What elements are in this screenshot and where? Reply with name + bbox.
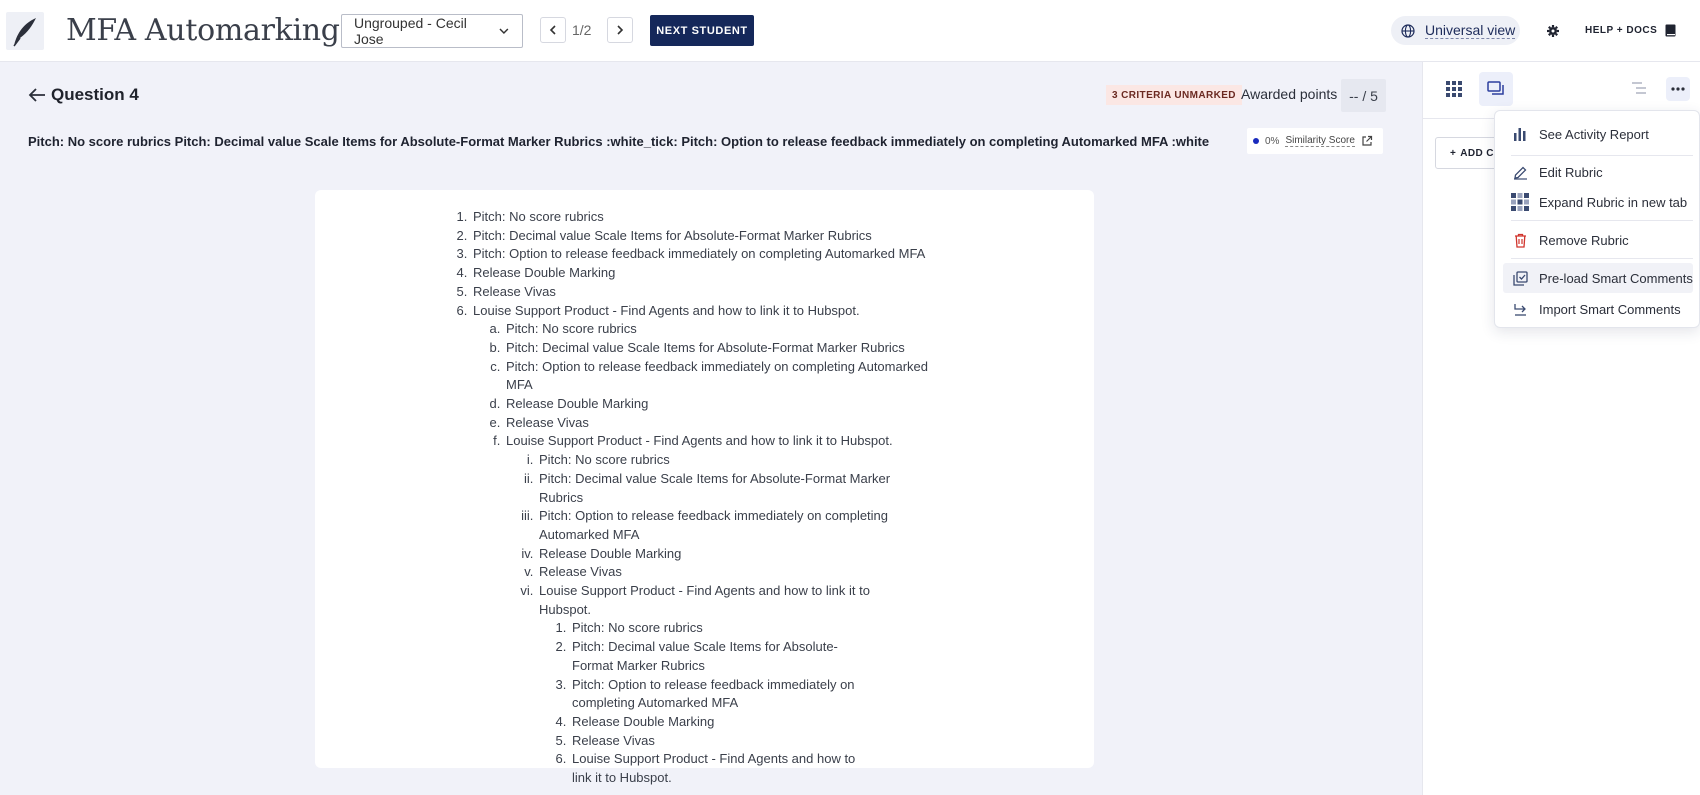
similarity-score-link[interactable]: Similarity Score	[1285, 135, 1355, 146]
list-item-text: Louise Support Product - Find Agents and how to link it to Hubspot.	[506, 433, 893, 449]
nested-list-decimal	[539, 619, 869, 787]
menu-item-remove-rubric[interactable]	[1503, 225, 1693, 255]
book-icon	[1665, 24, 1676, 37]
app-title: MFA Automarking	[66, 13, 340, 48]
list-item	[504, 432, 937, 787]
top-header	[0, 0, 1700, 62]
question-title: Question 4	[51, 85, 139, 104]
menu-item-expand-rubric[interactable]	[1503, 187, 1693, 217]
trash-icon	[1511, 231, 1529, 249]
more-dots-icon	[1671, 87, 1685, 91]
list-item: 6. Louise Support Product - Find Agents and how to link it to Hubspot.	[570, 750, 869, 787]
bar-chart-icon	[1511, 125, 1529, 143]
menu-item-label: See Activity Report	[1539, 126, 1649, 142]
list-item: iii. Pitch: Option to release feedback immediately on completing Automarked MFA	[537, 507, 896, 544]
list-item: 4. Release Double Marking	[471, 264, 937, 283]
add-button-label: ADD C	[1460, 147, 1494, 159]
menu-item-label: Edit Rubric	[1539, 164, 1603, 180]
menu-item-activity-report[interactable]	[1503, 119, 1693, 149]
list-item: v. Release Vivas	[537, 563, 896, 582]
student-counter: 1/2	[572, 22, 592, 38]
list-item: d. Release Double Marking	[504, 395, 937, 414]
list-item: 3. Pitch: Option to release feedback immediately on completing Automarked MFA	[471, 245, 937, 264]
list-item: b. Pitch: Decimal value Scale Items for Absolute-Format Marker Rubrics	[504, 339, 937, 358]
menu-item-preload-comments[interactable]	[1503, 263, 1693, 293]
list-item	[471, 302, 937, 788]
comments-button[interactable]	[1479, 72, 1513, 106]
rubric-grid-button[interactable]	[1437, 72, 1471, 106]
rubric-options-menu	[1494, 110, 1700, 328]
copy-check-icon	[1511, 269, 1529, 287]
nested-list-roman	[506, 451, 896, 788]
list-item-text: Louise Support Product - Find Agents and how to link it to Hubspot.	[539, 583, 870, 617]
awarded-points-value[interactable]: -- / 5	[1341, 79, 1386, 112]
answer-list	[457, 208, 937, 788]
menu-divider	[1511, 155, 1693, 156]
back-arrow-icon[interactable]	[27, 86, 47, 104]
criteria-unmarked-badge: 3 CRITERIA UNMARKED	[1106, 85, 1242, 105]
list-item: iv. Release Double Marking	[537, 545, 896, 564]
gear-icon[interactable]	[1544, 22, 1562, 40]
list-item: 1. Pitch: No score rubrics	[471, 208, 937, 227]
student-group-select[interactable]	[341, 14, 523, 48]
globe-icon	[1401, 24, 1415, 38]
outline-button[interactable]	[1623, 72, 1657, 106]
next-arrow-button[interactable]	[607, 17, 633, 43]
next-student-button[interactable]: NEXT STUDENT	[650, 15, 754, 46]
universal-view-toggle[interactable]	[1391, 16, 1520, 45]
import-icon	[1511, 300, 1529, 318]
chevron-right-icon	[614, 24, 626, 36]
list-item: 5. Release Vivas	[570, 732, 869, 751]
similarity-dot-icon	[1253, 138, 1259, 144]
chevron-left-icon	[547, 24, 559, 36]
help-docs-label: HELP + DOCS	[1585, 25, 1658, 36]
previous-student-button[interactable]	[540, 17, 566, 43]
external-link-icon	[1361, 135, 1373, 147]
nested-list-alpha	[473, 320, 937, 788]
menu-item-label: Remove Rubric	[1539, 232, 1629, 248]
list-item: ii. Pitch: Decimal value Scale Items for Absolute-Format Marker Rubrics	[537, 470, 896, 507]
list-item: a. Pitch: No score rubrics	[504, 320, 937, 339]
list-item: i. Pitch: No score rubrics	[537, 451, 896, 470]
menu-item-label: Expand Rubric in new tab	[1539, 194, 1688, 210]
plus-icon: +	[1450, 147, 1457, 159]
menu-divider	[1511, 258, 1693, 259]
similarity-score[interactable]	[1247, 128, 1383, 154]
list-item: e. Release Vivas	[504, 414, 937, 433]
list-item: 2. Pitch: Decimal value Scale Items for Absolute-Format Marker Rubrics	[471, 227, 937, 246]
list-item: 2. Pitch: Decimal value Scale Items for Absolute-Format Marker Rubrics	[570, 638, 869, 675]
comments-icon	[1487, 81, 1505, 97]
list-item-text: Louise Support Product - Find Agents and how to link it to Hubspot.	[473, 302, 860, 318]
group-select-value: Ungrouped - Cecil Jose	[354, 15, 467, 47]
menu-item-label: Pre-load Smart Comments	[1539, 270, 1693, 286]
help-docs-link[interactable]	[1585, 24, 1676, 37]
list-item: 1. Pitch: No score rubrics	[570, 619, 869, 638]
grid-icon	[1511, 193, 1529, 211]
question-prompt: Pitch: No score rubrics Pitch: Decimal value Scale Items for Absolute-Format Marker Rubrics :white_tick: Pitch: Option to release feedback immediately on completing Automarked MFA :white	[28, 134, 1210, 149]
chevron-down-icon	[498, 25, 510, 37]
list-item: 4. Release Double Marking	[570, 713, 869, 732]
tree-list-icon	[1632, 82, 1648, 96]
menu-item-label: Import Smart Comments	[1539, 301, 1681, 317]
awarded-points-label: Awarded points	[1241, 86, 1338, 102]
menu-item-edit-rubric[interactable]	[1503, 157, 1693, 187]
more-options-button[interactable]	[1666, 77, 1690, 101]
list-item: c. Pitch: Option to release feedback immediately on completing Automarked MFA	[504, 358, 937, 395]
list-item	[537, 582, 896, 788]
answer-document	[315, 190, 1094, 786]
list-item: 5. Release Vivas	[471, 283, 937, 302]
menu-item-import-comments[interactable]	[1503, 294, 1693, 324]
list-item: 3. Pitch: Option to release feedback immediately on completing Automarked MFA	[570, 676, 869, 713]
pencil-icon	[1511, 163, 1529, 181]
similarity-percent: 0%	[1265, 135, 1280, 147]
grid-icon	[1446, 81, 1462, 97]
menu-divider	[1511, 220, 1693, 221]
feather-logo-icon	[6, 12, 44, 50]
universal-view-label: Universal view	[1425, 22, 1516, 38]
